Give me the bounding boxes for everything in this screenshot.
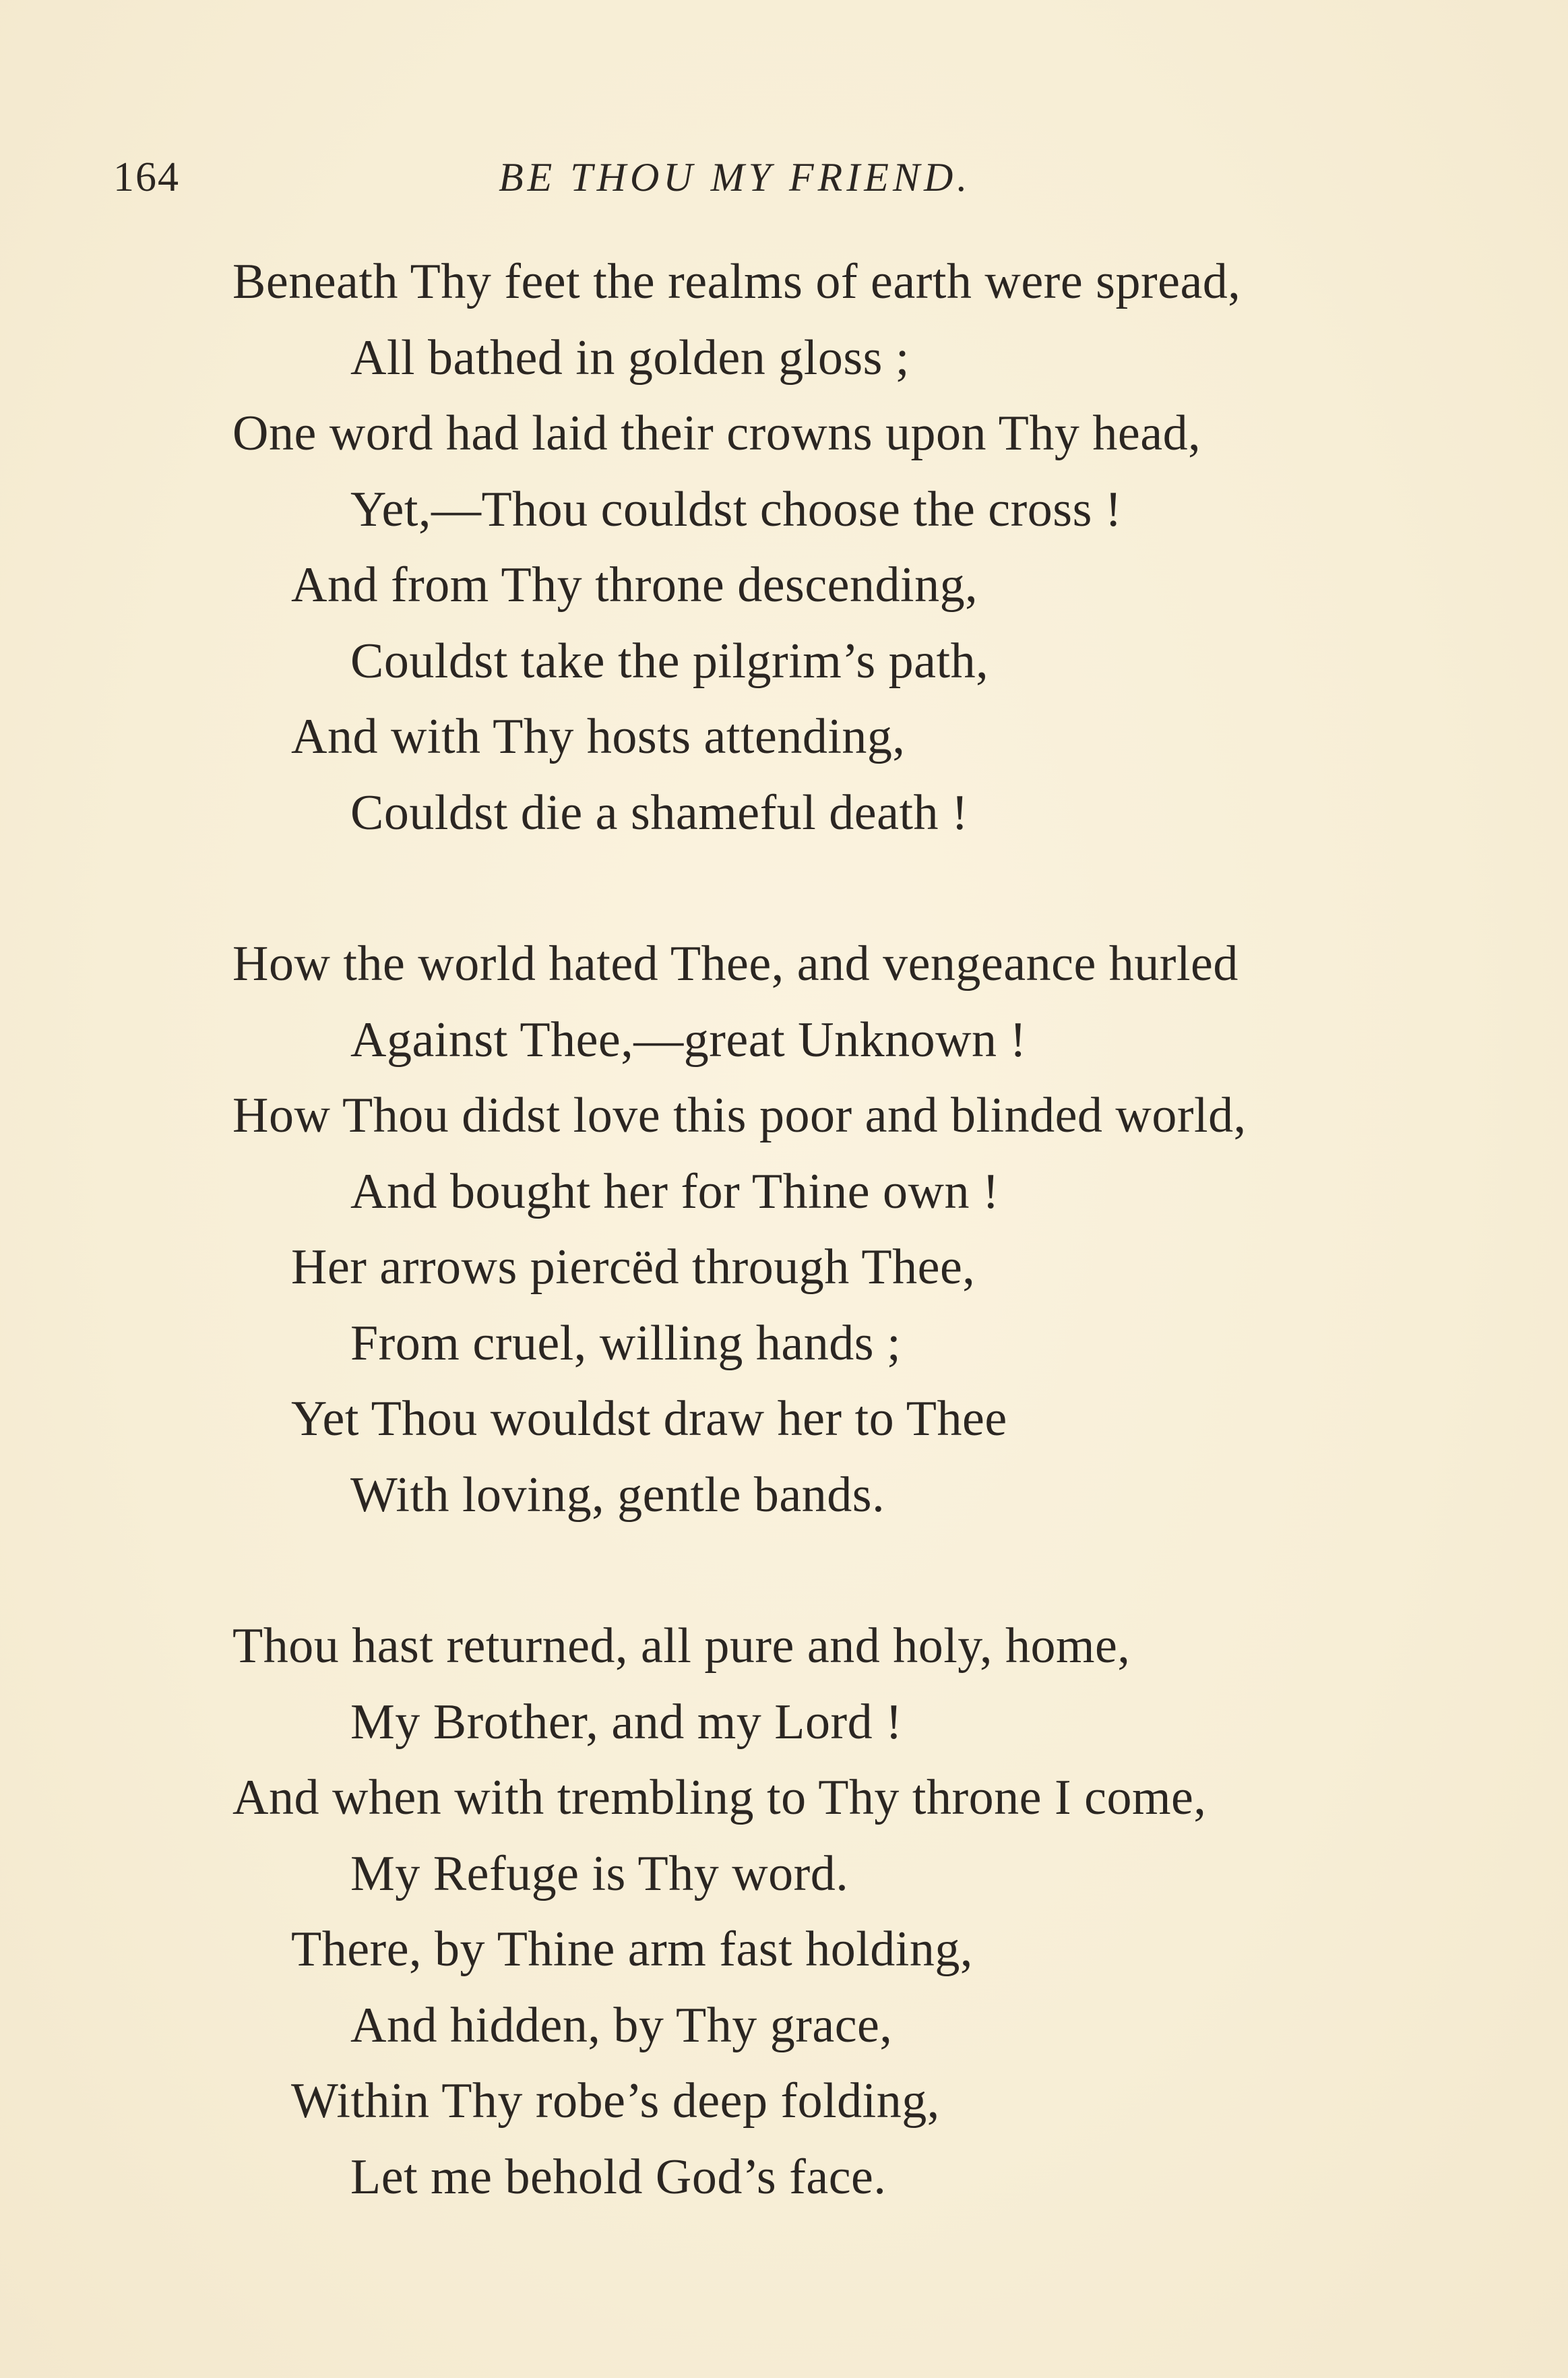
poem-line: Yet Thou wouldst draw her to Thee: [291, 1391, 1007, 1446]
poem-line: Couldst die a shameful death !: [350, 785, 969, 841]
poem-line: Couldst take the pilgrim’s path,: [350, 633, 989, 689]
poem-line: There, by Thine arm fast holding,: [291, 1922, 973, 1977]
poem-line: Within Thy robe’s deep folding,: [291, 2073, 940, 2129]
poem-line: How the world hated Thee, and vengeance hurled: [232, 936, 1238, 992]
stanza-1: [0, 244, 1568, 851]
poem-line: With loving, gentle bands.: [350, 1467, 885, 1523]
page-header: [0, 147, 1568, 208]
poem-line: Let me behold God’s face.: [350, 2149, 887, 2205]
poem-line: Thou hast returned, all pure and holy, home,: [232, 1618, 1131, 1674]
poem-line: How Thou didst love this poor and blinded world,: [232, 1088, 1247, 1143]
poem-line: Beneath Thy feet the realms of earth were spread,: [232, 254, 1241, 309]
poem-line: And from Thy throne descending,: [291, 557, 978, 613]
stanza-2: [0, 926, 1568, 1533]
poem-line: And bought her for Thine own !: [350, 1163, 1000, 1219]
poem: [0, 244, 1568, 2290]
poem-line: And with Thy hosts attending,: [291, 709, 906, 764]
poem-line: All bathed in golden gloss ;: [350, 330, 910, 386]
poem-line: And when with trembling to Thy throne I come,: [232, 1770, 1207, 1825]
poem-line: Against Thee,—great Unknown !: [350, 1012, 1027, 1068]
poem-line: My Brother, and my Lord !: [350, 1694, 903, 1750]
running-title: BE THOU MY FRIEND.: [499, 155, 972, 200]
poem-line: Yet,—Thou couldst choose the cross !: [350, 481, 1123, 537]
poem-line: From cruel, willing hands ;: [350, 1315, 902, 1371]
poem-line: Her arrows piercëd through Thee,: [291, 1240, 976, 1295]
poem-line: And hidden, by Thy grace,: [350, 1997, 893, 2053]
stanza-3: [0, 1608, 1568, 2215]
poem-line: One word had laid their crowns upon Thy head,: [232, 406, 1201, 461]
poem-line: My Refuge is Thy word.: [350, 1846, 849, 1901]
page-number: 164: [113, 154, 180, 200]
